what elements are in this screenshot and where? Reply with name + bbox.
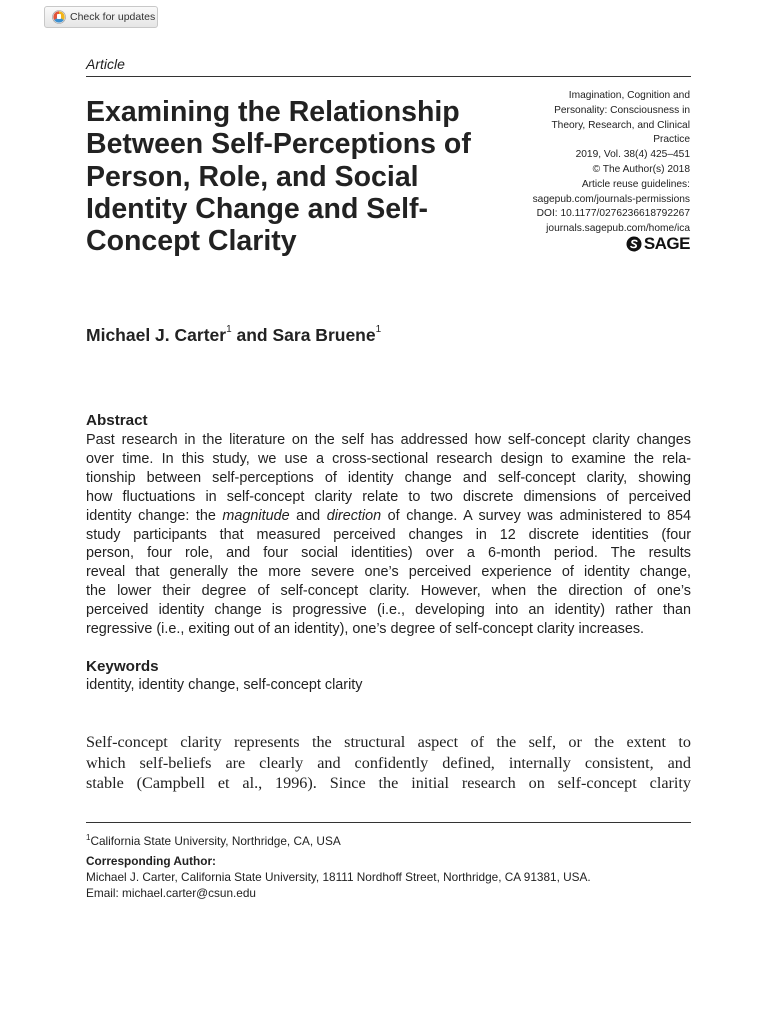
abstract-line: person, four role, and four social identities) over a 6-month period. The results	[86, 545, 691, 562]
abstract-line: identity change: the magnitude and direction of change. A survey was administered to 854	[86, 507, 691, 524]
author-connector: and	[236, 325, 268, 345]
corresponding-heading: Corresponding Author:	[86, 854, 216, 868]
affiliation-footnote	[86, 833, 341, 848]
author-name: Michael J. Carter	[86, 325, 227, 345]
doi-link[interactable]: DOI: 10.1177/0276236618792267	[536, 208, 690, 220]
abstract-line: reveal that generally the more severe one’s perceived experience of identity change,	[86, 564, 691, 581]
journal-volume: 2019, Vol. 38(4) 425–451	[575, 149, 690, 161]
keywords-text: identity, identity change, self-concept clarity	[86, 677, 363, 693]
abstract-line: tionship between self-perceptions of identity change and self-concept clarity, showing	[86, 469, 691, 486]
header-rule	[86, 76, 691, 77]
journal-info	[490, 89, 690, 237]
affiliation-marker: 1	[226, 324, 232, 336]
check-for-updates-label: Check for updates	[70, 11, 156, 23]
check-for-updates-button[interactable]	[44, 6, 158, 28]
journal-name-line: Practice	[653, 134, 690, 146]
affiliation-text: California State University, Northridge, CA, USA	[90, 833, 341, 848]
corresponding-author	[86, 854, 591, 901]
author-list	[86, 325, 381, 346]
footnote-marker: 1	[86, 833, 91, 842]
publisher-logo	[626, 235, 690, 253]
journal-name-line: Personality: Consciousness in	[554, 104, 690, 116]
journal-name-line: Theory, Research, and Clinical	[551, 119, 690, 131]
journal-copyright: © The Author(s) 2018	[592, 163, 690, 175]
abstract-line: the lower their degree of self-concept clarity. However, when the direction of one’s	[86, 583, 691, 600]
journal-name-line: Imagination, Cognition and	[568, 90, 690, 101]
publisher-name: SAGE	[643, 234, 690, 253]
article-title: Examining the Relationship Between Self-Perceptions of Person, Role, and Social Identity Change and Self-Concept Clarity	[86, 96, 471, 258]
abstract-line: perceived identity change is progressive (i.e., developing into an identity) rather than	[86, 602, 691, 619]
affiliation-marker: 1	[375, 324, 382, 336]
crossmark-icon	[52, 10, 66, 24]
abstract-line: over time. In this study, we use a cross-sectional research design to examine the rela-	[86, 450, 691, 467]
body-line: Self-concept clarity represents the structural aspect of the self, or the extent to	[86, 733, 691, 751]
body-line: stable (Campbell et al., 1996). Since the initial research on self-concept clarity	[86, 774, 691, 792]
body-paragraph	[86, 732, 691, 794]
reuse-guidelines-link[interactable]: sagepub.com/journals-permissions	[532, 193, 690, 205]
sage-logo-icon	[626, 236, 642, 252]
corresponding-address: Michael J. Carter, California State University, 18111 Nordhoff Street, Northridge, CA 91381, USA.	[86, 869, 591, 884]
corresponding-email[interactable]: Email: michael.carter@csun.edu	[86, 885, 256, 900]
abstract-line: regressive (i.e., exiting out of an identity), one’s degree of self-concept clarity increases.	[86, 621, 645, 638]
footnote-rule	[86, 822, 691, 823]
author-name: Sara Bruene	[272, 325, 376, 345]
body-line: which self-beliefs are clearly and confidently defined, internally consistent, and	[86, 753, 691, 772]
reuse-guidelines-label: Article reuse guidelines:	[581, 178, 690, 190]
article-type-label: Article	[86, 56, 125, 72]
abstract-line: how fluctuations in self-concept clarity relate to two discrete dimensions of perceived	[86, 488, 691, 505]
keywords-heading: Keywords	[86, 658, 159, 675]
abstract-text	[86, 431, 691, 639]
journal-home-link[interactable]: journals.sagepub.com/home/ica	[546, 223, 690, 235]
abstract-line: Past research in the literature on the self has addressed how self-concept clarity changes	[86, 432, 691, 448]
abstract-line: study participants that measured perceived changes in 12 discrete identities (four	[86, 526, 691, 543]
abstract-heading: Abstract	[86, 412, 148, 429]
